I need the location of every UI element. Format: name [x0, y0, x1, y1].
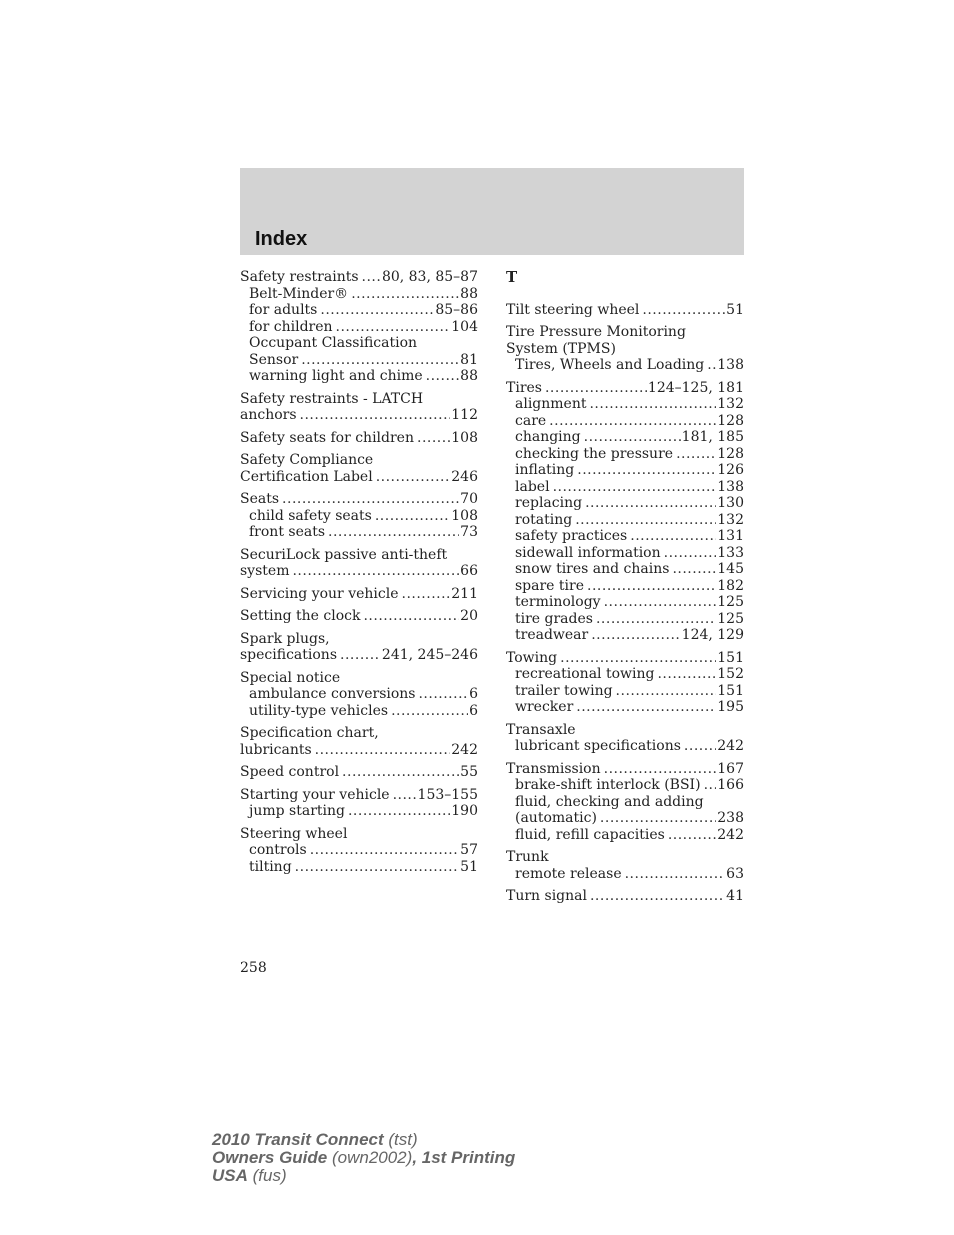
dot-leader — [604, 761, 717, 778]
dot-leader — [642, 302, 725, 319]
index-column-right — [506, 269, 744, 911]
index-subentry — [506, 495, 744, 512]
entry-text: recreational towing — [515, 666, 655, 682]
page-reference: 51 — [460, 858, 478, 875]
index-entry — [240, 725, 478, 758]
page-reference: 151 — [717, 649, 744, 666]
page-reference: 132 — [717, 511, 744, 528]
index-subentry — [240, 319, 478, 336]
index-term — [240, 407, 478, 424]
entry-text: Trunk — [506, 849, 549, 865]
entry-text: SecuriLock passive anti-theft — [240, 546, 448, 563]
dot-leader — [553, 479, 717, 496]
index-entry — [240, 391, 478, 424]
index-entry — [506, 650, 744, 716]
entry-text: brake-shift interlock (BSI) — [515, 777, 701, 793]
entry-text: Safety restraints - LATCH — [240, 390, 424, 407]
page-reference: 151 — [717, 682, 744, 699]
dot-leader — [342, 764, 459, 781]
index-entry — [506, 380, 744, 644]
page-reference: 6 — [469, 686, 478, 702]
index-subentry — [240, 703, 478, 720]
index-subentry — [506, 462, 744, 479]
index-term — [506, 761, 744, 778]
index-subentry — [506, 594, 744, 611]
page-reference: 80, 83, 85–87 — [381, 269, 478, 285]
dot-leader — [625, 866, 726, 883]
entry-text: Safety restraints — [240, 269, 359, 285]
dot-leader — [295, 859, 460, 876]
index-subentry — [506, 512, 744, 529]
index-subentry — [506, 794, 744, 811]
entry-text: label — [515, 478, 550, 495]
index-subentry — [506, 357, 744, 374]
entry-text: alignment — [515, 396, 587, 412]
dot-leader — [591, 627, 680, 644]
index-subentry — [506, 578, 744, 595]
footer-model-code: (tst) — [383, 1130, 418, 1149]
page-reference: 88 — [460, 285, 478, 302]
page-reference: 88 — [460, 368, 478, 384]
entry-text: remote release — [515, 865, 622, 882]
index-entry — [240, 491, 478, 541]
entry-text: anchors — [240, 407, 297, 423]
entry-text: treadwear — [515, 627, 589, 643]
dot-leader — [545, 380, 647, 397]
page-reference: 124–125, 181 — [647, 379, 744, 396]
index-entries-right — [506, 302, 744, 905]
page-reference: 126 — [717, 462, 744, 478]
index-entry — [240, 826, 478, 876]
dot-leader — [684, 738, 716, 755]
index-term — [240, 452, 478, 469]
index-subentry — [240, 686, 478, 703]
entry-text: Specification chart, — [240, 725, 379, 741]
entry-text: Starting your vehicle — [240, 786, 390, 803]
index-term — [240, 725, 478, 742]
index-entry — [240, 670, 478, 720]
index-term — [240, 547, 478, 564]
index-entry — [240, 764, 478, 781]
page-reference: 81 — [460, 351, 478, 368]
index-subentry — [240, 859, 478, 876]
page-reference: 138 — [717, 357, 744, 373]
index-subentry — [506, 683, 744, 700]
entry-text: child safety seats — [249, 507, 372, 524]
page-reference: 242 — [451, 741, 478, 758]
index-subentry — [506, 777, 744, 794]
footer-market: USA — [212, 1166, 248, 1185]
entry-text: fluid, refill capacities — [515, 826, 665, 843]
page-reference: 85–86 — [435, 302, 478, 318]
index-column-left — [240, 269, 478, 881]
dot-leader — [336, 319, 451, 336]
entry-text: snow tires and chains — [515, 561, 670, 577]
index-term — [506, 341, 744, 358]
index-term — [240, 491, 478, 508]
page-reference: 128 — [717, 445, 744, 462]
index-subentry — [240, 508, 478, 525]
index-term — [240, 269, 478, 286]
entry-text: specifications — [240, 647, 338, 663]
page-reference: 66 — [460, 563, 478, 579]
entry-text: care — [515, 412, 547, 429]
dot-leader — [310, 842, 459, 859]
page-reference: 132 — [717, 396, 744, 412]
entry-text: fluid, checking and adding — [515, 793, 704, 810]
index-term — [506, 722, 744, 739]
index-subentry — [506, 866, 744, 883]
entry-text: jump starting — [249, 803, 345, 819]
index-subentry — [240, 842, 478, 859]
entry-text: trailer towing — [515, 682, 613, 699]
page-reference: 181, 185 — [681, 429, 744, 445]
dot-leader — [375, 508, 450, 525]
page-reference: 211 — [451, 585, 478, 602]
index-term — [240, 608, 478, 625]
index-term — [506, 380, 744, 397]
page-reference: 241, 245–246 — [381, 647, 478, 663]
footer-line-1 — [212, 1131, 515, 1149]
dot-leader — [584, 429, 681, 446]
index-subentry — [506, 627, 744, 644]
dot-leader — [301, 352, 459, 369]
entry-text: warning light and chime — [249, 368, 423, 384]
index-subentry — [506, 611, 744, 628]
index-term — [240, 787, 478, 804]
index-subentry — [506, 396, 744, 413]
page-reference: 167 — [717, 760, 744, 777]
dot-leader — [417, 430, 450, 447]
index-subentry — [506, 666, 744, 683]
dot-leader — [664, 545, 717, 562]
index-term — [506, 650, 744, 667]
index-entry — [506, 888, 744, 905]
page-reference: 41 — [726, 888, 744, 904]
index-term — [240, 631, 478, 648]
index-entry — [506, 849, 744, 882]
entry-text: Transmission — [506, 760, 601, 777]
dot-leader — [600, 810, 716, 827]
index-subentry — [240, 803, 478, 820]
index-entry — [506, 302, 744, 319]
page-reference: 242 — [717, 738, 744, 754]
dot-leader — [292, 563, 459, 580]
index-subentry — [506, 810, 744, 827]
index-term — [240, 764, 478, 781]
entry-text: Transaxle — [506, 721, 576, 738]
dot-leader — [576, 699, 716, 716]
entry-text: spare tire — [515, 577, 585, 594]
page-reference: 6 — [469, 702, 478, 719]
index-entry — [240, 547, 478, 580]
index-subentry — [506, 699, 744, 716]
dot-leader — [320, 302, 434, 319]
dot-leader — [707, 357, 716, 374]
entry-text: Speed control — [240, 764, 340, 780]
entry-text: Belt-Minder® — [249, 285, 349, 302]
dot-leader — [672, 561, 716, 578]
entry-text: Occupant Classification — [249, 335, 418, 351]
index-subentry — [506, 561, 744, 578]
dot-leader — [604, 594, 717, 611]
dot-leader — [575, 512, 716, 529]
dot-leader — [376, 469, 451, 486]
entry-text: Setting the clock — [240, 608, 361, 624]
entry-text: Sensor — [249, 351, 299, 368]
dot-leader — [596, 611, 716, 628]
footer-model: 2010 Transit Connect — [212, 1130, 384, 1149]
footer-printing: , 1st Printing — [412, 1148, 516, 1167]
index-subentry — [506, 429, 744, 446]
page-reference: 125 — [717, 594, 744, 610]
page-reference: 125 — [717, 610, 744, 627]
entry-text: Safety Compliance — [240, 452, 374, 468]
dot-leader — [340, 647, 381, 664]
page-reference: 195 — [717, 699, 744, 715]
entry-text: lubricant specifications — [515, 738, 681, 754]
index-term — [240, 826, 478, 843]
dot-leader — [300, 407, 451, 424]
index-entry — [240, 787, 478, 820]
footer-imprint — [212, 1131, 515, 1185]
index-entry — [240, 452, 478, 485]
index-term — [506, 302, 744, 319]
entry-text: Servicing your vehicle — [240, 585, 399, 602]
page-reference: 124, 129 — [681, 627, 744, 643]
entry-text: utility-type vehicles — [249, 702, 389, 719]
page-reference: 131 — [717, 528, 744, 544]
page-reference: 152 — [717, 666, 744, 682]
entry-text: Turn signal — [506, 888, 587, 904]
dot-leader — [328, 524, 459, 541]
index-term — [240, 647, 478, 664]
footer-line-2 — [212, 1149, 515, 1167]
page-reference: 108 — [451, 429, 478, 446]
index-entry — [240, 269, 478, 385]
entry-text: Safety seats for children — [240, 429, 414, 446]
dot-leader — [616, 683, 717, 700]
entry-text: checking the pressure — [515, 445, 674, 462]
index-subentry — [240, 524, 478, 541]
dot-leader — [393, 787, 417, 804]
entry-text: controls — [249, 842, 307, 858]
entry-text: wrecker — [515, 699, 574, 715]
entry-text: lubricants — [240, 741, 312, 758]
entry-text: for children — [249, 318, 333, 335]
dot-leader — [348, 803, 450, 820]
index-subentry — [240, 368, 478, 385]
index-term — [240, 563, 478, 580]
section-letter: T — [506, 268, 518, 286]
page-reference: 145 — [717, 561, 744, 577]
page-reference: 108 — [451, 507, 478, 524]
entry-text: Tilt steering wheel — [506, 301, 640, 318]
dot-leader — [577, 462, 716, 479]
dot-leader — [363, 608, 459, 625]
entry-text: Tire Pressure Monitoring — [506, 324, 686, 340]
index-subentry — [240, 302, 478, 319]
dot-leader — [676, 446, 716, 463]
dot-leader — [657, 666, 716, 683]
entry-text: system — [240, 563, 290, 579]
page-reference: 246 — [451, 468, 478, 485]
dot-leader — [589, 396, 716, 413]
index-subentry — [506, 738, 744, 755]
entry-text: Certification Label — [240, 468, 373, 485]
dot-leader — [630, 528, 716, 545]
index-header-band — [240, 168, 744, 255]
entry-text: Tires — [506, 379, 542, 396]
entry-text: safety practices — [515, 528, 628, 544]
entry-text: Spark plugs, — [240, 630, 330, 647]
page-reference: 63 — [726, 865, 744, 882]
dot-leader — [315, 742, 451, 759]
page-reference: 128 — [717, 412, 744, 429]
footer-guide-code: (own2002) — [327, 1148, 413, 1167]
index-term — [506, 324, 744, 341]
entry-text: tilting — [249, 858, 292, 875]
page-number: 258 — [240, 960, 267, 976]
entry-text: (automatic) — [515, 810, 597, 826]
index-subentry — [506, 479, 744, 496]
page-reference: 153–155 — [417, 786, 478, 803]
index-subentry — [506, 545, 744, 562]
dot-leader — [391, 703, 468, 720]
entry-text: rotating — [515, 511, 573, 528]
dot-leader — [704, 777, 717, 794]
dot-leader — [351, 286, 459, 303]
entry-text: tire grades — [515, 610, 593, 627]
page-reference: 138 — [717, 478, 744, 495]
page-reference: 133 — [717, 544, 744, 561]
page-reference: 20 — [460, 608, 478, 624]
entry-text: Seats — [240, 491, 280, 507]
index-entry — [506, 761, 744, 844]
page-title: Index — [255, 228, 308, 250]
dot-leader — [560, 650, 716, 667]
page-reference: 130 — [717, 495, 744, 511]
footer-guide: Owners Guide — [212, 1148, 328, 1167]
entry-text: inflating — [515, 462, 575, 478]
entry-text: Steering wheel — [240, 825, 348, 842]
index-subentry — [506, 827, 744, 844]
entry-text: for adults — [249, 302, 318, 318]
dot-leader — [418, 686, 468, 703]
entry-text: front seats — [249, 524, 326, 540]
index-term — [240, 391, 478, 408]
index-term — [240, 469, 478, 486]
footer-line-3 — [212, 1167, 515, 1185]
index-entry — [506, 722, 744, 755]
entry-text: terminology — [515, 594, 601, 610]
dot-leader — [587, 578, 716, 595]
footer-market-code: (fus) — [247, 1166, 287, 1185]
index-entry — [240, 586, 478, 603]
entry-text: ambulance conversions — [249, 686, 416, 702]
entry-text: Tires, Wheels and Loading — [515, 357, 705, 373]
page-reference: 104 — [451, 318, 478, 335]
index-entry — [506, 324, 744, 374]
index-entry — [240, 631, 478, 664]
dot-leader — [402, 586, 451, 603]
index-term — [240, 742, 478, 759]
index-term — [240, 670, 478, 687]
page-reference: 242 — [717, 826, 744, 843]
page-reference: 182 — [717, 577, 744, 594]
entry-text: replacing — [515, 495, 583, 511]
index-subentry — [506, 413, 744, 430]
entry-text: changing — [515, 429, 581, 445]
dot-leader — [668, 827, 716, 844]
index-subentry — [240, 352, 478, 369]
page-reference: 57 — [460, 842, 478, 858]
page-reference: 70 — [460, 491, 478, 507]
dot-leader — [282, 491, 459, 508]
dot-leader — [590, 888, 725, 905]
index-subentry — [506, 446, 744, 463]
page-reference: 73 — [460, 524, 478, 540]
index-term — [240, 430, 478, 447]
page-reference: 112 — [451, 407, 478, 423]
dot-leader — [549, 413, 716, 430]
index-term — [506, 849, 744, 866]
page-reference: 238 — [717, 810, 744, 826]
entry-text: sidewall information — [515, 544, 661, 561]
index-entry — [240, 430, 478, 447]
dot-leader — [426, 368, 460, 385]
index-term — [506, 888, 744, 905]
entry-text: System (TPMS) — [506, 340, 616, 357]
index-subentry — [240, 286, 478, 303]
index-subentry — [240, 335, 478, 352]
page-reference: 166 — [717, 777, 744, 793]
dot-leader — [585, 495, 716, 512]
index-subentry — [506, 528, 744, 545]
page-reference: 51 — [726, 301, 744, 318]
entry-text: Towing — [506, 649, 558, 666]
index-entry — [240, 608, 478, 625]
dot-leader — [362, 269, 381, 286]
entry-text: Special notice — [240, 669, 341, 686]
page-reference: 190 — [451, 803, 478, 819]
page-reference: 55 — [460, 764, 478, 780]
index-term — [240, 586, 478, 603]
